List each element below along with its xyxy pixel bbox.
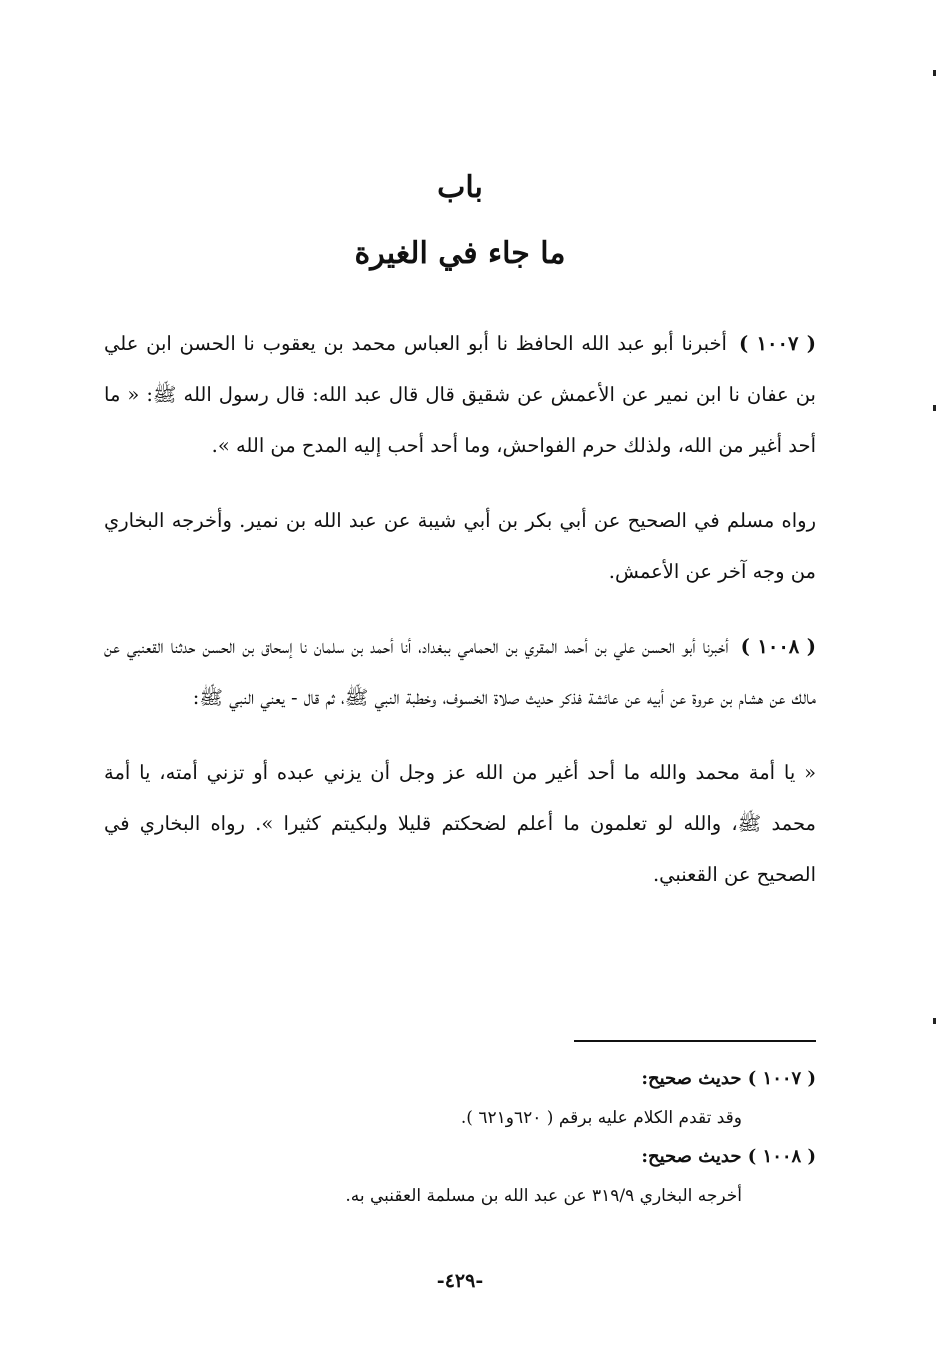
commentary-text: رواه مسلم في الصحيح عن أبي بكر بن أبي شيبة عن عبد الله بن نمير. وأخرجه البخاري من وجه آخر عن الأعمش. [104,509,816,583]
hadith-paragraph [104,621,816,723]
footnotes [104,1040,816,1216]
footnote-heading: ( ١٠٠٨ ) حديث صحيح: [641,1146,816,1167]
quote-text: « يا أمة محمد والله ما أحد أغير من الله عز وجل أن يزني عبده أو تزني أمته، يا أمة محمد ﷺ، والله لو تعلمون ما أعلم لضحكتم قليلا ولبكيتم كثيرا ». رواه البخاري في الصحيح عن القعنبي. [104,761,816,886]
footnote-text: وقد تقدم الكلام عليه برقم ( ٦٢٠و٦٢١ ). [460,1108,742,1128]
main-text [104,318,816,924]
hadith-text: أخبرنا أبو عبد الله الحافظ نا أبو العباس محمد بن يعقوب نا الحسن ابن علي بن عفان نا ابن نمير عن الأعمش عن شقيق قال قال عبد الله: قال رسول الله ﷺ: « ما أحد أغير من الله، ولذلك حرم الفواحش، وما أحد أحب إليه المدح من الله ». [104,332,816,457]
book-page [104,0,816,1369]
scan-edge-mark [933,70,936,76]
quote-paragraph [104,747,816,900]
footnote-heading: ( ١٠٠٧ ) حديث صحيح: [641,1068,816,1089]
scan-edge-mark [933,1018,936,1024]
hadith-text: أخبرنا أبو الحسن علي بن أحمد المقري بن الحمامي ببغداد، أنا أحمد بن سلمان نا إسحاق بن الحسن حدثنا القعنبي عن مالك عن هشام بن عروة عن أبيه عن عائشة فذكر حديث صلاة الخسوف، وخطبة النبي ﷺ، ثم قال - يعني النبي ﷺ: [104,635,816,709]
hadith-paragraph [104,318,816,471]
chapter-label: باب [437,170,483,205]
hadith-number: ( ١٠٠٨ ) [740,635,817,658]
scan-edge-mark [933,405,936,411]
commentary-paragraph [104,495,816,597]
footnote-divider [574,1040,816,1042]
page-number: -٤٢٩- [436,1270,484,1292]
hadith-number: ( ١٠٠٧ ) [738,332,817,355]
footnote-text: أخرجه البخاري ٣١٩/٩ عن عبد الله بن مسلمة العقنبي به. [345,1186,742,1206]
chapter-title: ما جاء في الغيرة [354,236,566,271]
